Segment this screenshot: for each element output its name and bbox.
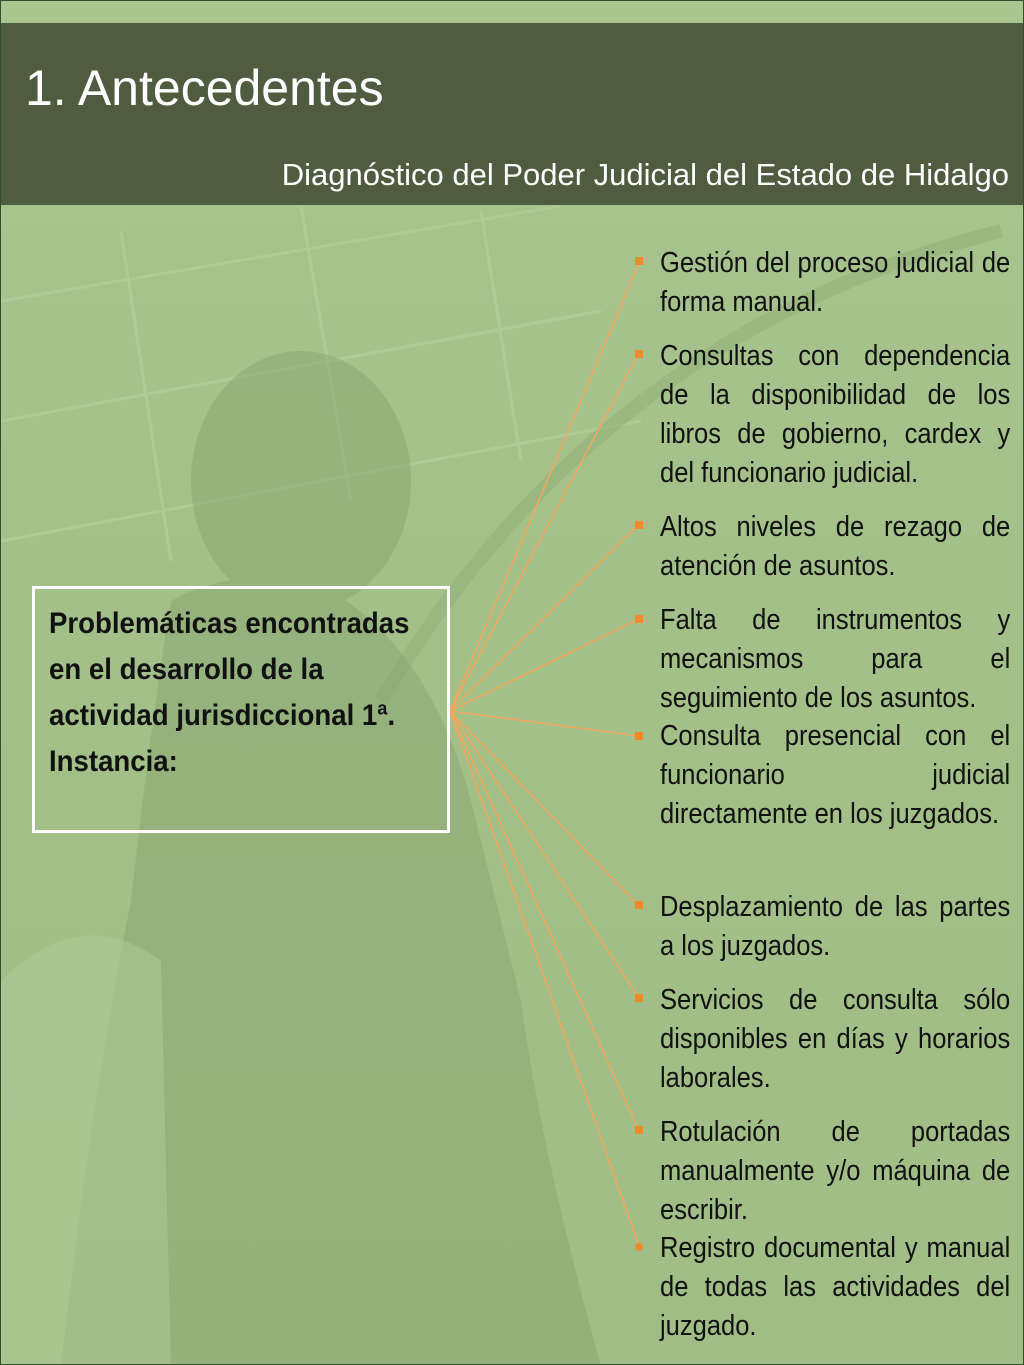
slide-subtitle: Diagnóstico del Poder Judicial del Estado de Hidalgo bbox=[281, 157, 1009, 192]
bullet-icon bbox=[635, 615, 643, 623]
list-item bbox=[660, 508, 1010, 586]
list-item bbox=[660, 337, 1010, 493]
bullet-icon bbox=[635, 1126, 643, 1134]
list-item-text: Registro documental y manual de todas las actividades del juzgado. bbox=[660, 1232, 1011, 1342]
list-item bbox=[660, 888, 1010, 966]
list-item-text: Consulta presencial con el funcionario judicial directamente en los juzgados. bbox=[660, 720, 1011, 830]
list-item-text: Altos niveles de rezago de atención de asuntos. bbox=[660, 511, 1011, 582]
slide-title: 1. Antecedentes bbox=[25, 60, 384, 116]
list-item bbox=[660, 244, 1010, 322]
list-item-text: Consultas con dependencia de la disponibilidad de los libros de gobierno, cardex y del funcionario judicial. bbox=[660, 340, 1011, 489]
list-item bbox=[660, 1229, 1010, 1346]
list-item bbox=[660, 1113, 1010, 1230]
bullet-icon bbox=[635, 521, 643, 529]
list-item-text: Servicios de consulta sólo disponibles en días y horarios laborales. bbox=[660, 984, 1011, 1094]
list-item-text: Falta de instrumentos y mecanismos para el seguimiento de los asuntos. bbox=[660, 604, 1011, 714]
list-item bbox=[660, 717, 1010, 834]
problem-box bbox=[32, 586, 450, 833]
bullet-icon bbox=[635, 257, 643, 265]
problem-box-text: Problemáticas encontradas en el desarrollo de la actividad jurisdiccional 1ª. Instancia: bbox=[49, 607, 410, 778]
list-item bbox=[660, 981, 1010, 1098]
list-item-text: Desplazamiento de las partes a los juzgados. bbox=[660, 891, 1011, 962]
list-item-text: Rotulación de portadas manualmente y/o máquina de escribir. bbox=[660, 1116, 1011, 1226]
bullet-icon bbox=[635, 732, 643, 740]
bullet-icon bbox=[635, 994, 643, 1002]
list-item-text: Gestión del proceso judicial de forma manual. bbox=[660, 247, 1011, 318]
bullet-icon bbox=[635, 1243, 643, 1251]
bullet-icon bbox=[635, 350, 643, 358]
bullet-icon bbox=[635, 901, 643, 909]
list-item bbox=[660, 601, 1010, 718]
